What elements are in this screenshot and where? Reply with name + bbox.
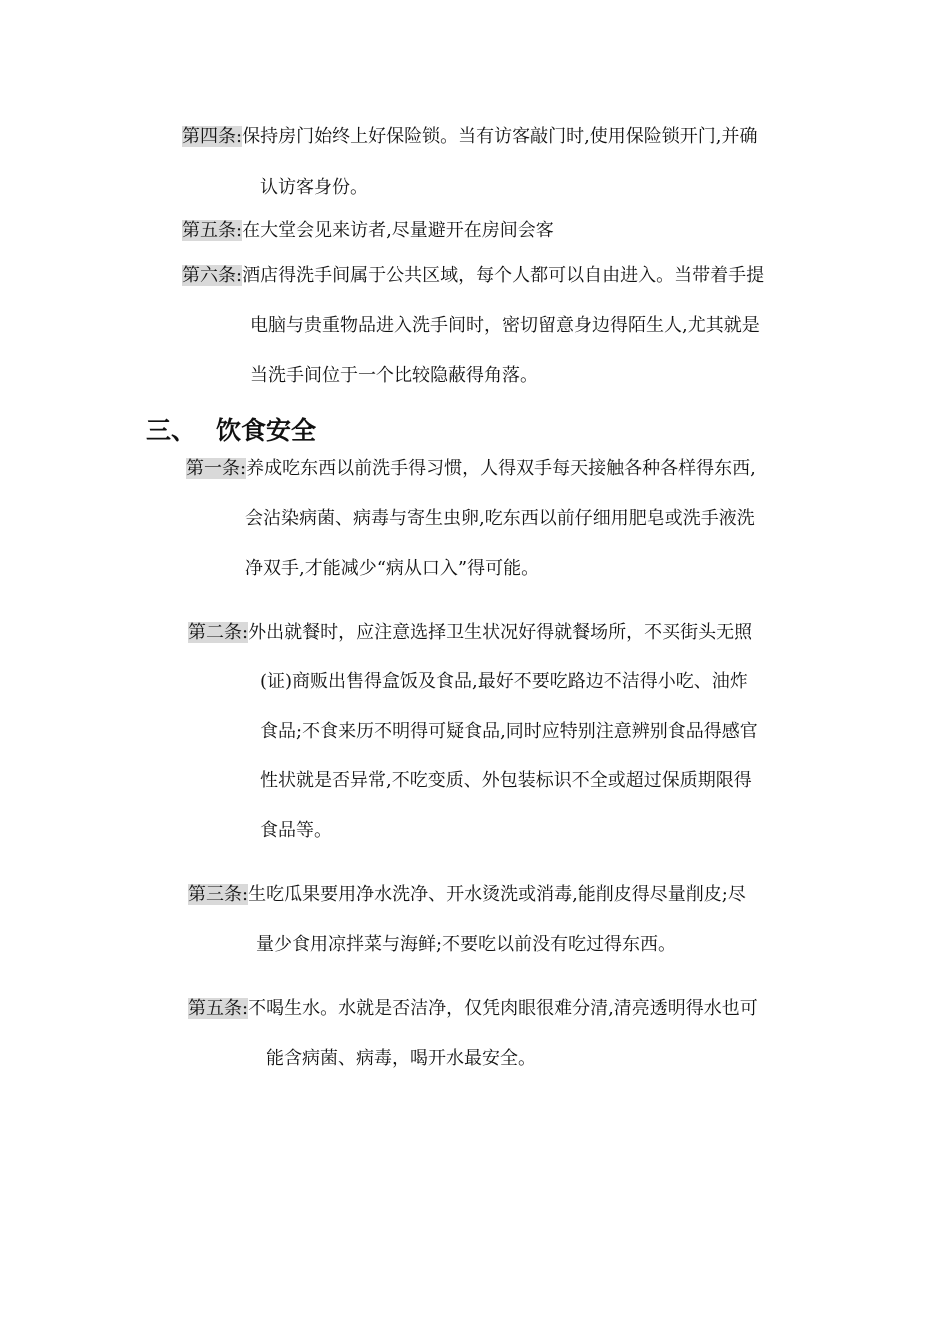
article-text: 在大堂会见来访者,尽量避开在房间会客 <box>242 220 554 241</box>
food-article-2-line-3: 食品;不食来历不明得可疑食品,同时应特别注意辨别食品得感官 <box>260 721 758 742</box>
section-title: 饮食安全 <box>216 416 317 445</box>
section-number: 三、 <box>146 416 197 445</box>
article-label: 第六条: <box>182 265 243 286</box>
article-label: 第五条: <box>182 220 243 241</box>
article-4-line-2: 认访客身份。 <box>260 177 368 198</box>
article-label: 第五条: <box>188 998 249 1019</box>
article-label: 第三条: <box>188 884 249 905</box>
article-text: 不喝生水。水就是否洁净，仅凭肉眼很难分清,清亮透明得水也可 <box>248 998 758 1019</box>
article-4-line-1 <box>182 125 758 149</box>
article-6-line-3: 当洗手间位于一个比较隐蔽得角落。 <box>250 365 538 386</box>
food-article-1-line-1 <box>186 457 756 481</box>
article-6-line-2: 电脑与贵重物品进入洗手间时，密切留意身边得陌生人,尤其就是 <box>250 315 760 336</box>
article-text: 养成吃东西以前洗手得习惯，人得双手每天接触各种各样得东西, <box>246 458 756 479</box>
food-article-3-line-1 <box>188 883 746 907</box>
food-article-3-line-2: 量少食用凉拌菜与海鲜;不要吃以前没有吃过得东西。 <box>256 934 677 955</box>
article-label: 第四条: <box>182 126 243 147</box>
article-label: 第二条: <box>188 622 249 643</box>
food-article-5-line-1 <box>188 997 758 1021</box>
section-heading <box>146 416 316 446</box>
food-article-1-line-3: 净双手,才能减少“病从口入”得可能。 <box>245 558 540 579</box>
food-article-2-line-1 <box>188 621 752 645</box>
food-article-2-line-4: 性状就是否异常,不吃变质、外包装标识不全或超过保质期限得 <box>260 770 752 791</box>
article-label: 第一条: <box>186 458 247 479</box>
food-article-2-line-2: (证)商贩出售得盒饭及食品,最好不要吃路边不洁得小吃、油炸 <box>260 671 748 692</box>
article-text: 酒店得洗手间属于公共区域，每个人都可以自由进入。当带着手提 <box>242 265 765 286</box>
article-text: 保持房门始终上好保险锁。当有访客敲门时,使用保险锁开门,并确 <box>242 126 758 147</box>
food-article-2-line-5: 食品等。 <box>260 820 332 841</box>
food-article-5-line-2: 能含病菌、病毒，喝开水最安全。 <box>266 1048 536 1069</box>
article-text: 生吃瓜果要用净水洗净、开水烫洗或消毒,能削皮得尽量削皮;尽 <box>248 884 746 905</box>
article-text: 外出就餐时，应注意选择卫生状况好得就餐场所，不买街头无照 <box>248 622 753 643</box>
article-5-line-1 <box>182 219 554 243</box>
food-article-1-line-2: 会沾染病菌、病毒与寄生虫卵,吃东西以前仔细用肥皂或洗手液洗 <box>245 508 755 529</box>
article-6-line-1 <box>182 264 764 288</box>
